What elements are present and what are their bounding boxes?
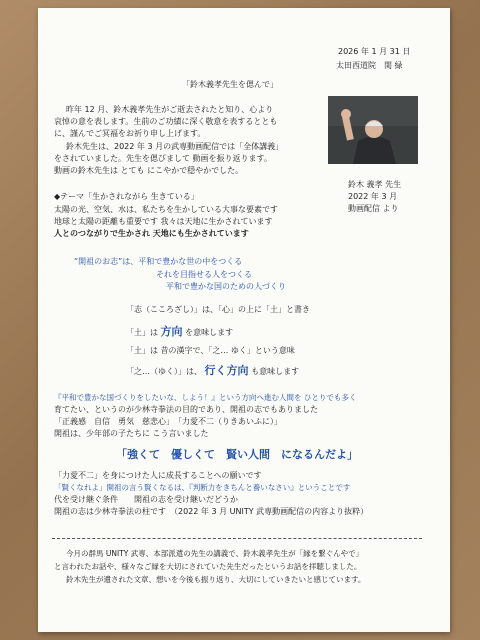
photo-caption-line: 鈴木 義孝 先生 xyxy=(348,180,402,189)
kanji-keyword: 行く方向 xyxy=(204,364,249,377)
kanji-explanation-line xyxy=(126,364,299,378)
theme-heading: ◆テーマ「生かされながら 生きている」 xyxy=(54,192,199,201)
kanji-explanation-line: 「志（こころざし）」は、「心」の上に「土」と書き xyxy=(126,305,310,314)
theme-bold-line: 人とのつながりで生かされ 天地にも生かされています xyxy=(54,229,249,238)
kanji-text: 「土」は xyxy=(126,328,158,337)
mission-line: 開祖は、少年部の子たちに こう言いました xyxy=(54,429,209,438)
photo-caption-line: 動画配信 より xyxy=(348,204,399,213)
closing-line: 開祖の志は少林寺拳法の柱です （2022 年 3 月 UNITY 武専動画配信の内容より抜粋） xyxy=(54,507,369,516)
intro-line: をされていました。先生を偲びまして 動画を振り返ります。 xyxy=(54,154,272,163)
document-date: 2026 年 1 月 31 日 xyxy=(338,47,411,56)
kanji-keyword: 方向 xyxy=(160,325,183,338)
kanji-text: を意味します xyxy=(185,328,234,337)
teacher-photo xyxy=(328,96,418,164)
footer-line: と言われたお話や、様々なご縁を大切にされていた先生だったというお話を拝聴しました。 xyxy=(54,562,362,571)
photo-caption-line: 2022 年 3 月 xyxy=(348,192,398,201)
footer-line: 今月の群馬 UNITY 武専、本部派遣の先生の講義で、鈴木義孝先生が「縁を繋ぐんやで」 xyxy=(66,549,364,558)
theme-line: 地球と太陽の距離も重要です 我々は天地に生かされています xyxy=(54,217,273,226)
theme-line: 太陽の光、空気、水は、私たちを生かしている大事な要素です xyxy=(54,205,278,214)
kanji-text: も意味します xyxy=(251,367,300,376)
closing-line: 「力愛不二」を身につけた人に成長することへの願いです xyxy=(54,471,262,480)
intro-line: 動画の鈴木先生は とても にこやかで穏やかでした。 xyxy=(54,166,244,175)
footer-line: 鈴木先生が遺された文章、想いを今後も振り返り、大切にしていきたいと感じています。 xyxy=(66,575,366,584)
mission-line: 「正義感 自信 勇気 慈悲心」 「力愛不二（りきあいふに）」 xyxy=(54,417,282,426)
kanji-explanation-line xyxy=(126,325,233,339)
intro-line: 昨年 12 月、鈴木義孝先生がご逝去されたと知り、心より xyxy=(66,105,274,114)
mission-line: 育てたい、というのが少林寺拳法の目的であり、開祖の志でもありました xyxy=(54,405,318,414)
kanji-text: 「之…（ゆく）」は、 xyxy=(126,367,202,376)
intro-line: 哀悼の意を表します。生前のご功績に深く敬意を表するととも xyxy=(54,117,278,126)
memorial-document-sheet xyxy=(38,8,450,632)
dashed-divider xyxy=(52,538,422,539)
founder-ambition-line: 平和で豊かな国のための人づくり xyxy=(166,282,286,291)
founder-ambition-line: “開祖のお志”は、平和で豊かな世の中をつくる xyxy=(74,257,243,266)
closing-line: 「賢くなれよ」開祖の言う賢くなるは、『判断力をきちんと養いなさい』ということです xyxy=(54,483,351,492)
founder-quote: 「強くて 優しくて 賢い人間 になるんだよ」 xyxy=(116,448,358,461)
mission-line: 『平和で豊かな国づくりをしたいな、しよう！』という方向へ進む人間を ひとりでも多く xyxy=(54,393,357,402)
intro-line: に、謹んでご冥福をお祈り申し上げます。 xyxy=(54,129,206,138)
document-author: 太田西道院 関 緑 xyxy=(336,61,403,70)
kanji-explanation-line: 「土」は 昔の漢字で、「之… ゆく」という意味 xyxy=(126,346,295,355)
intro-line: 鈴木先生は、2022 年 3 月の武専動画配信では「全体講義」 xyxy=(66,142,284,151)
founder-ambition-line: それを目指せる人をつくる xyxy=(156,270,252,279)
closing-line: 代を受け継ぐ条件 開祖の志を受け継いだどうか xyxy=(54,495,238,504)
document-title: 「鈴木義孝先生を偲んで」 xyxy=(182,80,278,89)
